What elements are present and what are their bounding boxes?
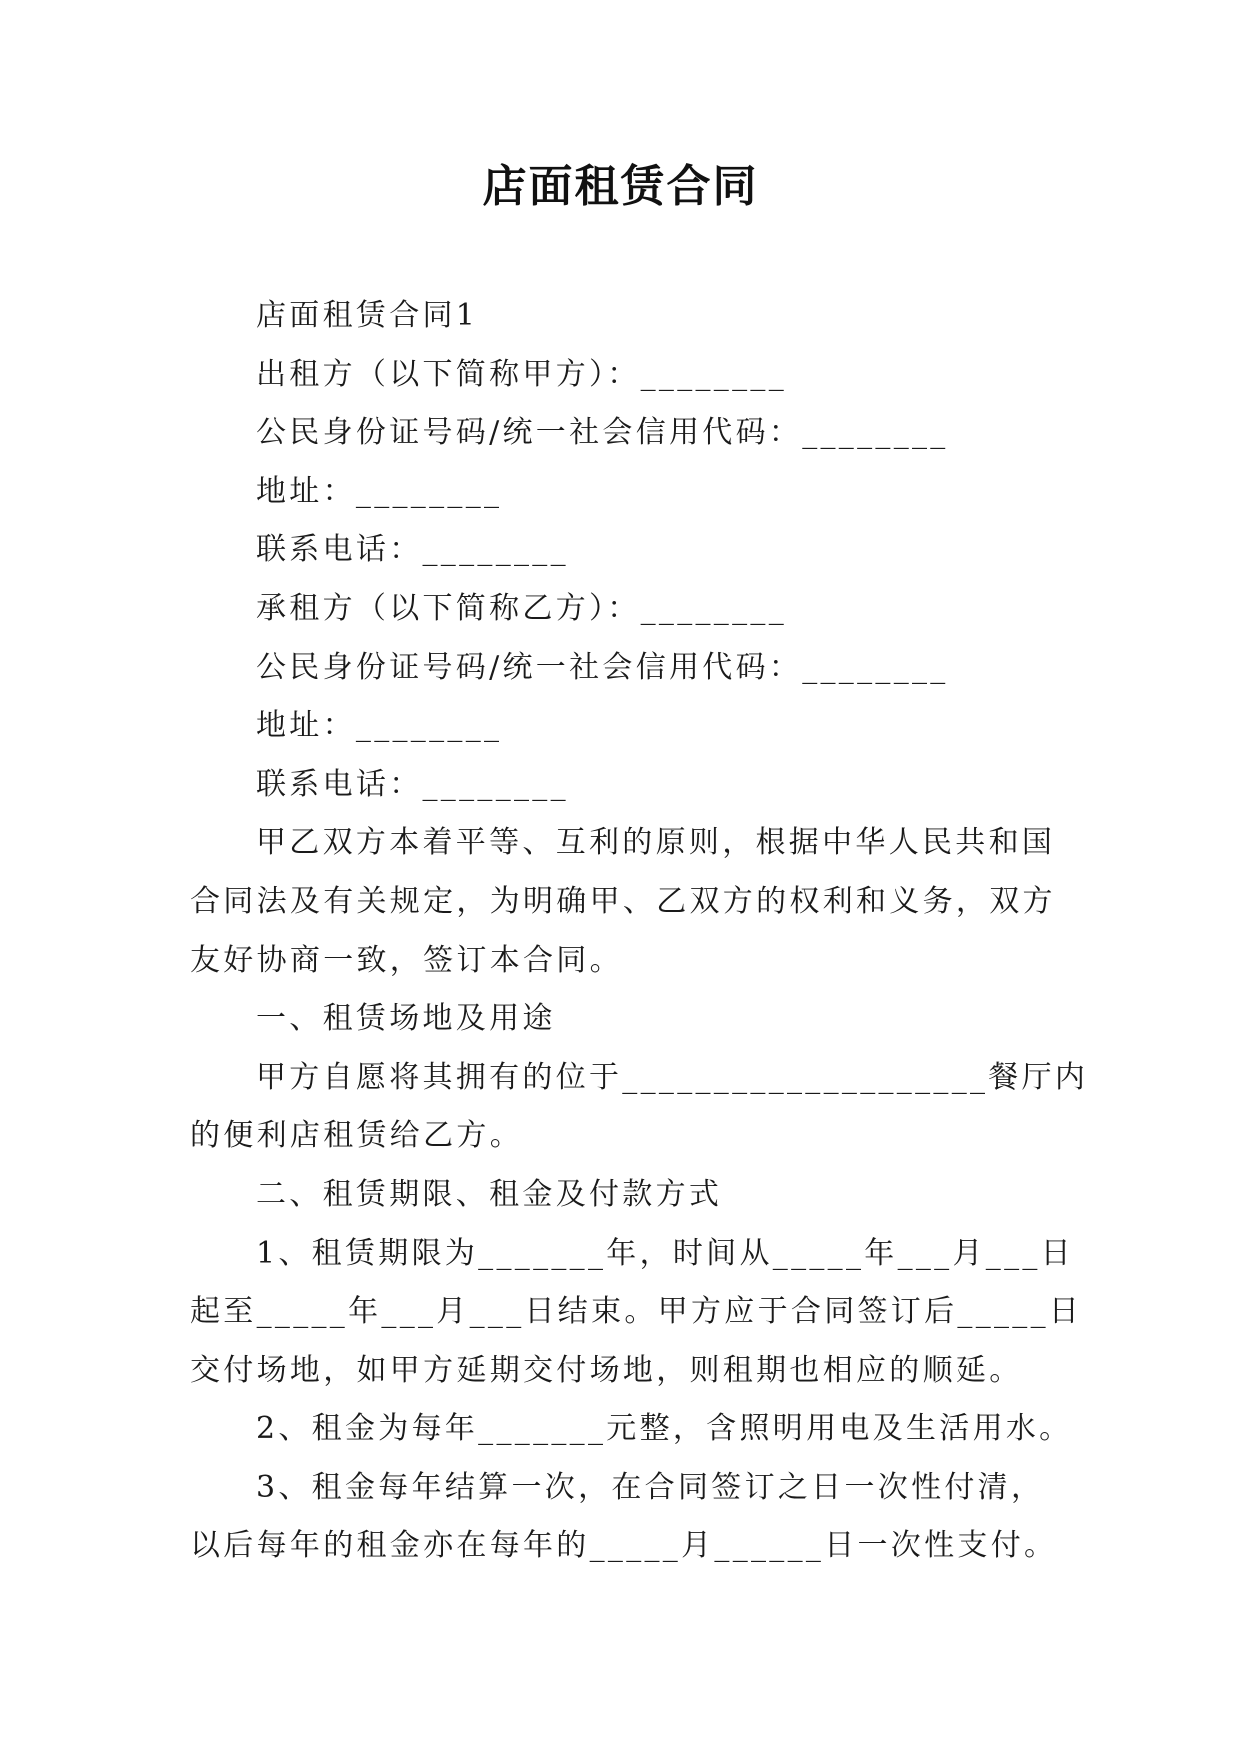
paragraph-line: 以后每年的租金亦在每年的_____月______日一次性支付。 [190, 1528, 1058, 1564]
paragraph-line: 起至_____年___月___日结束。甲方应于合同签订后_____日 [190, 1294, 1083, 1330]
paragraph-line: 1、租赁期限为_______年，时间从_____年___月___日 [256, 1235, 1074, 1271]
paragraph-line: 地址：________ [256, 708, 503, 744]
paragraph-line: 3、租金每年结算一次，在合同签订之日一次性付清， [256, 1469, 1045, 1505]
paragraph-line: 合同法及有关规定，为明确甲、乙双方的权利和义务，双方 [190, 883, 1056, 919]
paragraph-line: 友好协商一致，签订本合同。 [190, 942, 623, 978]
paragraph-line: 联系电话：________ [256, 532, 569, 568]
paragraph-line: 甲乙双方本着平等、互利的原则，根据中华人民共和国 [256, 825, 1056, 861]
document-body [190, 287, 1089, 1576]
paragraph-line: 甲方自愿将其拥有的位于____________________餐厅内 [256, 1059, 1089, 1095]
paragraph-line: 2、租金为每年_______元整，含照明用电及生活用水。 [256, 1411, 1073, 1447]
section-heading: 二、租赁期限、租金及付款方式 [256, 1176, 723, 1212]
section-heading: 一、租赁场地及用途 [256, 1001, 556, 1037]
paragraph-line: 交付场地，如甲方延期交付场地，则租期也相应的顺延。 [190, 1352, 1023, 1388]
paragraph-line: 公民身份证号码/统一社会信用代码：________ [256, 415, 949, 451]
paragraph-line: 店面租赁合同1 [256, 298, 479, 333]
document-title: 店面租赁合同 [482, 161, 759, 212]
paragraph-line: 联系电话：________ [256, 766, 569, 802]
paragraph-line: 地址：________ [256, 473, 503, 509]
paragraph-line: 的便利店租赁给乙方。 [190, 1118, 523, 1154]
paragraph-line: 出租方（以下简称甲方）：________ [256, 356, 787, 392]
paragraph-line: 公民身份证号码/统一社会信用代码：________ [256, 649, 949, 685]
paragraph-line: 承租方（以下简称乙方）：________ [256, 590, 787, 626]
